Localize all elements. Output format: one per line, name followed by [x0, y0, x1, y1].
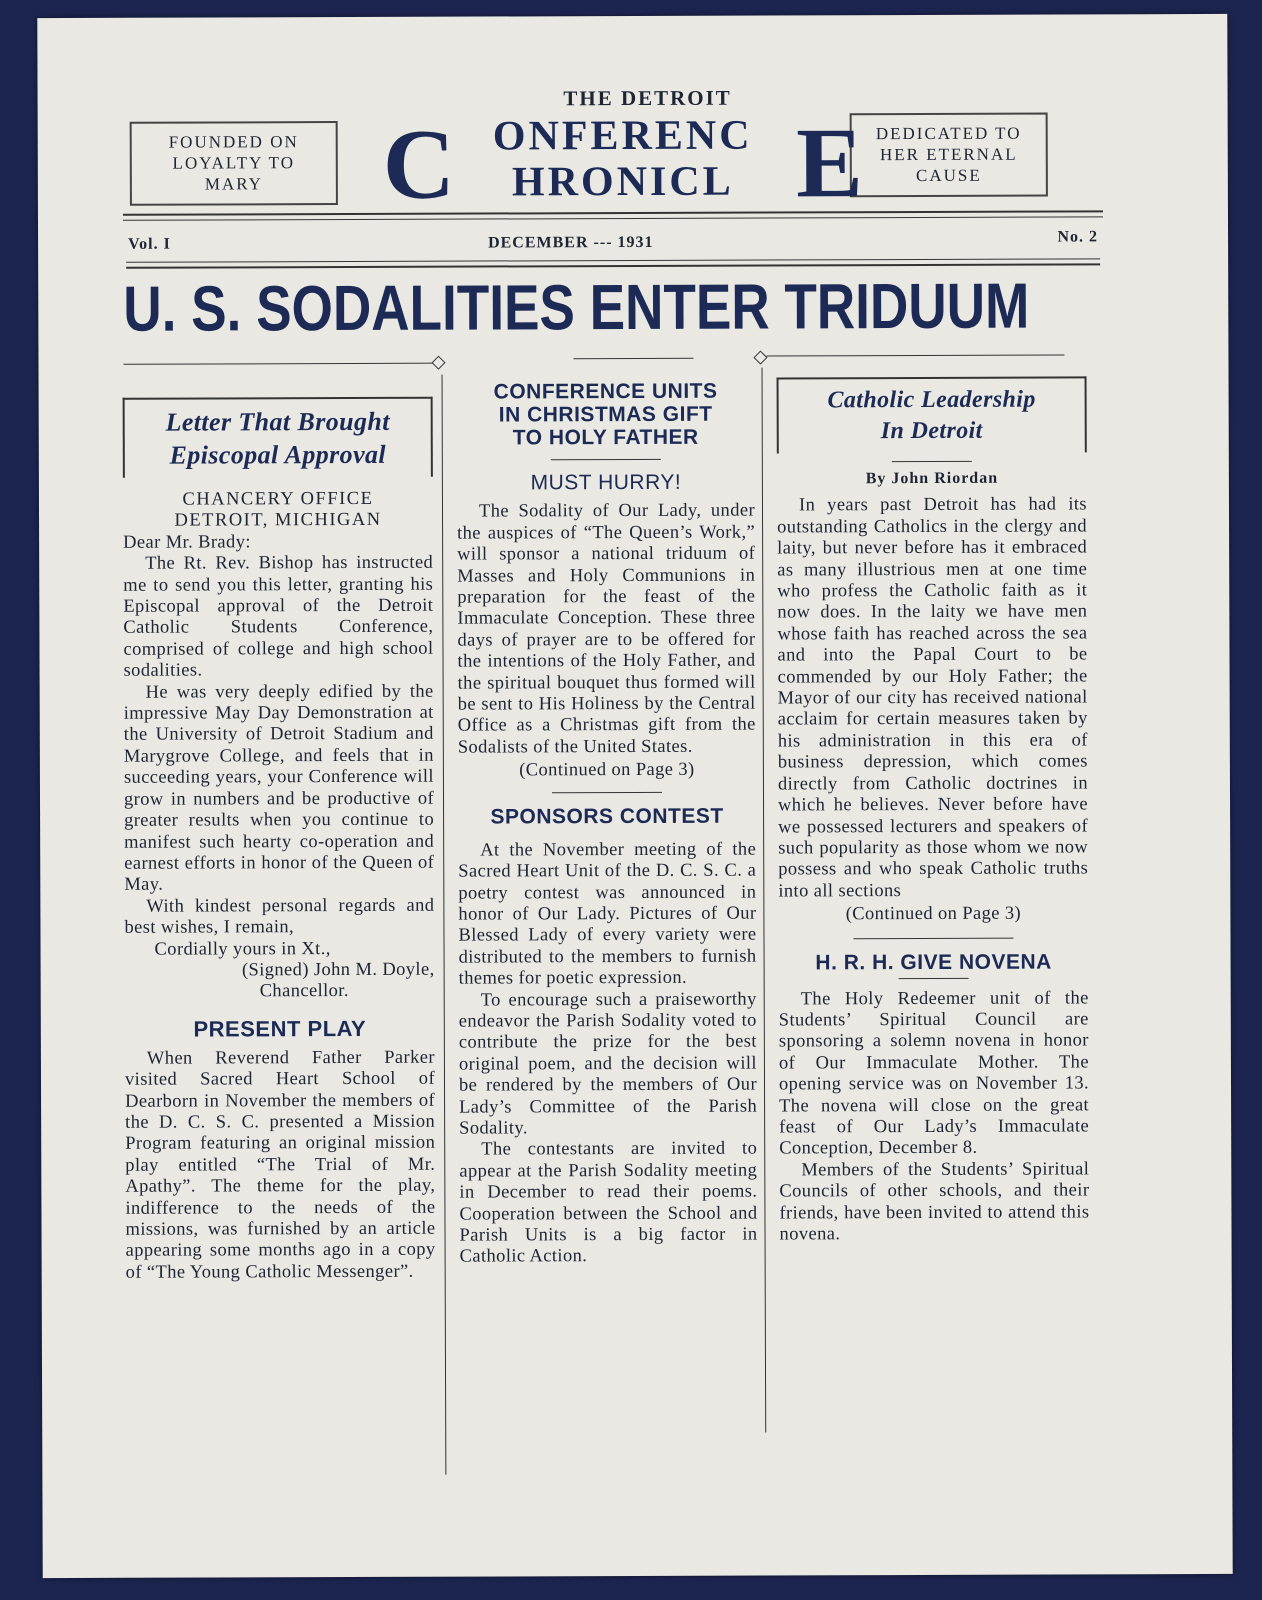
leadership-byline: By John Riordan	[865, 469, 999, 488]
gift-headline-line1: CONFERENCE UNITS	[493, 379, 718, 404]
letter-headline	[123, 397, 433, 478]
ornament-diamond-left	[431, 356, 445, 370]
masthead-kicker: THE DETROIT	[563, 85, 732, 111]
column-2	[457, 380, 758, 1269]
letter-headline-line2: Episcopal Approval	[169, 439, 387, 470]
headline-rule-right	[766, 354, 1064, 356]
letter-closing: Cordially yours in Xt.,	[154, 938, 331, 960]
issue-date: DECEMBER --- 1931	[488, 233, 654, 252]
leadership-headline-line1: Catholic Leadership	[827, 386, 1036, 414]
gift-headline-line2: IN CHRISTMAS GIFT	[498, 402, 713, 427]
motto-left-box	[130, 121, 338, 206]
gift-subhead-rule	[551, 459, 661, 460]
novena-headline: H. R. H. GIVE NOVENA	[815, 950, 1052, 974]
motto-right-box	[850, 113, 1048, 198]
novena-paragraph-2: Members of the Students’ Spiritual Councils of other schools, and their friends, have been invited to attend this novena.	[779, 1159, 1090, 1245]
letter-paragraph-2: He was very deeply edified by the impressive May Day Demonstration at the University of Detroit Stadium and Marygrove College, and feels that in succeeding years, your Conference will grow in numbers and be productive of greater results when you continue to manifest such hearty co-operation and earnest efforts in honor of the Queen of May.	[123, 681, 435, 896]
dateline	[128, 228, 1099, 253]
letter-signer-title: Chancellor.	[259, 981, 349, 1002]
main-headline: U. S. SODALITIES ENTER TRIDUUM	[123, 269, 1030, 345]
letter-headline-line1: Letter That Brought	[165, 406, 390, 437]
gift-headline	[457, 380, 755, 450]
ornament-diamond-right	[753, 350, 767, 364]
contest-paragraph-3: The contestants are invited to appear at the Parish Sodality meeting in December to read their poems. Cooperation between the School and Parish Units is a big factor in Catholic Action.	[459, 1138, 758, 1268]
gift-continued: (Continued on Page 3)	[519, 760, 695, 781]
motto-right: DEDICATED TO HER ETERNAL CAUSE	[875, 123, 1022, 186]
play-paragraph: When Reverend Father Parker visited Sacred Heart School of Dearborn in November the members of the D. C. S. C. presented a Mission Program featuring an original mission play entitled “The Trial of Mr. Apathy”. The theme for the play, indifference to the needs of the missions, was furnished by an article appearing some months ago in a copy of “The Young Catholic Messenger”.	[124, 1047, 436, 1283]
gift-paragraph: The Sodality of Our Lady, under the auspices of “The Queen’s Work,” will sponsor a national triduum of Masses and Holy Communions in preparation for the feast of the Immaculate Conception. These three days of prayer are to be offered for the intentions of the Holy Father, and the spiritual bouquet thus formed will be sent to His Holiness by the Central Office as a Christmas gift from the Sodalists of the United States.	[457, 500, 756, 758]
volume-label: Vol. I	[128, 235, 171, 253]
masthead-line1: ONFERENC	[492, 112, 753, 160]
motto-left: FOUNDED ON LOYALTY TO MARY	[168, 132, 299, 194]
play-headline: PRESENT PLAY	[193, 1015, 367, 1042]
column-1	[123, 397, 436, 1284]
masthead-line2: HRONICL	[511, 158, 734, 206]
leadership-headline	[777, 376, 1087, 453]
chancery-city: DETROIT, MICHIGAN	[174, 510, 382, 532]
letter-salutation: Dear Mr. Brady:	[123, 532, 251, 553]
masthead-title	[383, 107, 863, 219]
newspaper-page	[37, 14, 1232, 1578]
masthead-big-c: C	[382, 108, 456, 220]
contest-paragraph-2: To encourage such a praiseworthy endeavor the Parish Sodality voted to contribute the prize for the best original poem, and the decision will be rendered by the members of Our Lady’s Committee of the Parish Sodality.	[458, 989, 758, 1139]
contest-headline: SPONSORS CONTEST	[490, 804, 724, 829]
column-divider-2	[762, 368, 767, 1433]
leadership-rule	[892, 461, 972, 462]
gift-subheadline: MUST HURRY!	[530, 470, 682, 495]
leadership-continued: (Continued on Page 3)	[845, 903, 1022, 925]
letter-signed: (Signed) John M. Doyle,	[241, 959, 435, 981]
headline-rule-mid	[573, 358, 693, 359]
gift-headline-line3: TO HOLY FATHER	[512, 425, 699, 450]
dateline-rule-1	[126, 258, 1100, 262]
masthead-big-e: E	[795, 107, 863, 219]
column-divider-1	[442, 375, 447, 1475]
letter-paragraph-1: The Rt. Rev. Bishop has instructed me to send you this letter, granting his Episcopal approval of the Detroit Catholic Students Conference, comprised of college and high school sodalities.	[123, 552, 434, 682]
leadership-headline-line2: In Detroit	[880, 417, 983, 445]
contest-rule	[552, 792, 662, 793]
novena-subrule	[899, 977, 969, 978]
dateline-rule-2	[126, 263, 1100, 268]
novena-paragraph-1: The Holy Redeemer unit of the Students’ Spiritual Council are sponsoring a solemn novena in honor of Our Immaculate Mother. The opening service was on November 13. The novena will close on the great feast of Our Lady’s Immaculate Conception, December 8.	[778, 987, 1090, 1159]
novena-rule	[853, 937, 1013, 939]
letter-paragraph-3: With kindest personal regards and best wishes, I remain,	[124, 895, 435, 938]
headline-rule-left	[123, 363, 438, 365]
chancery-office: CHANCERY OFFICE	[182, 488, 374, 510]
contest-paragraph-1: At the November meeting of the Sacred Heart Unit of the D. C. S. C. a poetry contest was announced in honor of Our Lady. Pictures of Our Blessed Lady of every variety were distributed to the members to furnish themes for poetic expression.	[458, 839, 757, 989]
column-3	[777, 376, 1090, 1245]
leadership-paragraph: In years past Detroit has had its outstanding Catholics in the clergy and laity, but never before has it embraced as many illustrious men at one time who profess the Catholic faith as it now does. In the laity we have men whose faith has reached across the sea and into the Papal Court to be commended by our Holy Father; the Mayor of our city has received national acclaim for certain measures taken by his administration in this era of business depression, which comes directly from Catholic doctrines in which he believes. Never before have we possessed lecturers and speakers of such popularity as those whom we now possess and who speak Catholic truths into all sections	[777, 494, 1089, 902]
issue-number: No. 2	[1057, 228, 1099, 246]
